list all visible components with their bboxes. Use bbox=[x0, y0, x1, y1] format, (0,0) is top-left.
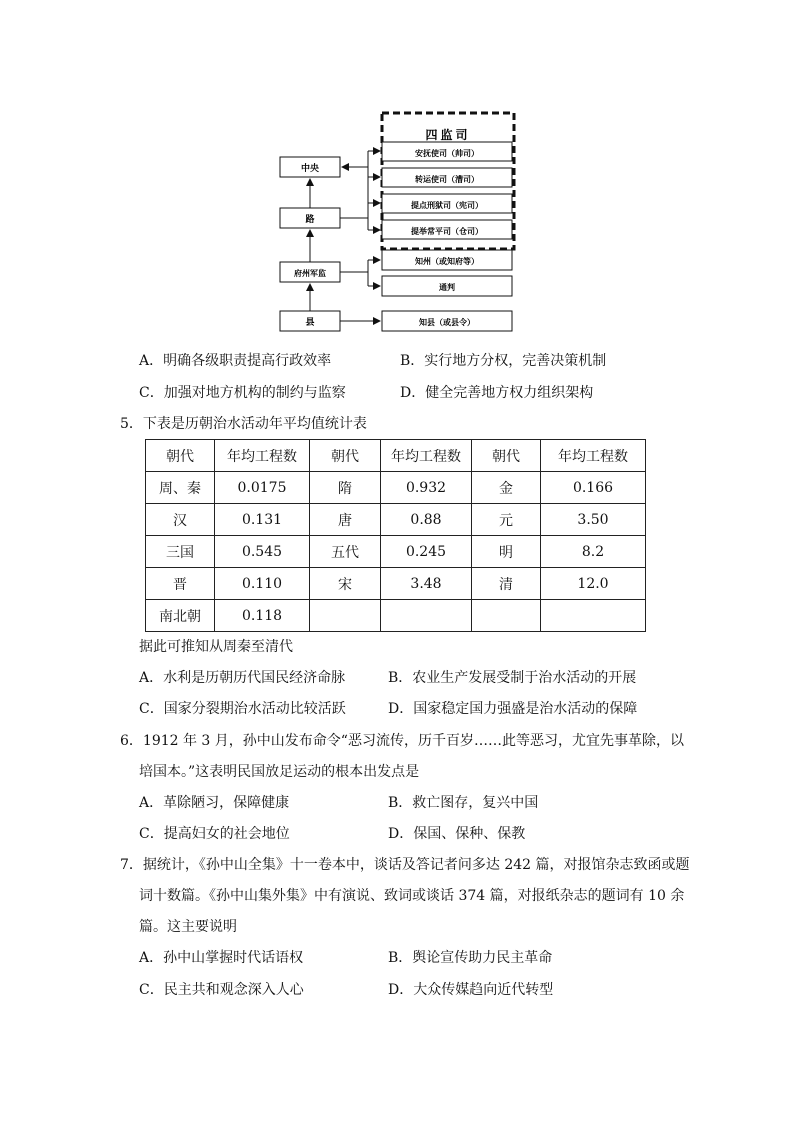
supervisor-box bbox=[382, 142, 512, 161]
table-cell: 0.932 bbox=[381, 472, 472, 504]
q5-stem: 5．下表是历朝治水活动年平均值统计表 bbox=[120, 416, 367, 432]
table-cell: 0.88 bbox=[381, 504, 472, 536]
q4-option-d: D．健全完善地方权力组织架构 bbox=[400, 385, 594, 401]
q4-option-c: C．加强对地方机构的制约与监察 bbox=[139, 385, 346, 401]
prefecture-label: 府州军监 bbox=[294, 269, 326, 278]
table-cell: 8.2 bbox=[541, 536, 646, 568]
q5-option-c: C．国家分裂期治水活动比较活跃 bbox=[139, 701, 346, 717]
table-cell bbox=[381, 600, 472, 632]
q4-option-b: B．实行地方分权，完善决策机制 bbox=[400, 353, 607, 369]
q6-stem-line2: 培国本。”这表明民国放足运动的根本出发点是 bbox=[139, 764, 420, 780]
table-cell: 三国 bbox=[146, 536, 215, 568]
central-label: 中央 bbox=[300, 164, 320, 174]
table-row bbox=[146, 472, 646, 504]
table-cell: 宋 bbox=[310, 568, 381, 600]
q7-stem-line1: 7．据统计，《孙中山全集》十一卷本中，谈话及答记者问多达 242 篇，对报馆杂志致函或题 bbox=[120, 857, 690, 873]
water-works-table bbox=[145, 439, 646, 632]
table-cell: 金 bbox=[472, 472, 541, 504]
q6-option-c: C．提高妇女的社会地位 bbox=[139, 826, 290, 842]
q4-option-a: A．明确各级职责提高行政效率 bbox=[139, 353, 332, 369]
q6-stem-line1: 6．1912 年 3 月，孙中山发布命令“恶习流传，历千百岁……此等恶习，尤宜先事革除，以 bbox=[120, 733, 684, 749]
q5-followup: 据此可推知从周秦至清代 bbox=[139, 639, 293, 655]
q7-stem-line2: 词十数篇。《孙中山集外集》中有演说、致词或谈话 374 篇，对报纸杂志的题词有 10 余 bbox=[139, 888, 685, 904]
table-row bbox=[146, 536, 646, 568]
q7-option-d: D．大众传媒趋向近代转型 bbox=[388, 982, 554, 998]
table-cell: 元 bbox=[472, 504, 541, 536]
table-row bbox=[146, 568, 646, 600]
prefecture-official-label: 通判 bbox=[439, 283, 455, 292]
table-cell: 0.131 bbox=[215, 504, 310, 536]
table-cell: 12.0 bbox=[541, 568, 646, 600]
table-header-cell: 朝代 bbox=[310, 440, 381, 472]
table-cell: 隋 bbox=[310, 472, 381, 504]
prefecture-official-label: 知州（或知府等） bbox=[415, 257, 479, 266]
table-cell: 南北朝 bbox=[146, 600, 215, 632]
table-cell: 晋 bbox=[146, 568, 215, 600]
table-cell: 0.118 bbox=[215, 600, 310, 632]
table-header-row bbox=[146, 440, 646, 472]
table-cell: 汉 bbox=[146, 504, 215, 536]
table-cell: 3.50 bbox=[541, 504, 646, 536]
q7-option-b: B．舆论宣传助力民主革命 bbox=[388, 950, 553, 966]
table-header-cell: 朝代 bbox=[146, 440, 215, 472]
q5-option-a: A．水利是历朝历代国民经济命脉 bbox=[139, 670, 346, 686]
q7-option-a: A．孙中山掌握时代话语权 bbox=[139, 950, 304, 966]
table-row bbox=[146, 600, 646, 632]
route-label: 路 bbox=[305, 215, 315, 225]
q5-option-d: D．国家稳定国力强盛是治水活动的保障 bbox=[388, 701, 638, 717]
table-cell bbox=[541, 600, 646, 632]
table-cell: 0.0175 bbox=[215, 472, 310, 504]
county-label: 县 bbox=[305, 318, 315, 328]
administrative-structure-diagram bbox=[270, 105, 530, 340]
table-cell bbox=[472, 600, 541, 632]
table-cell: 明 bbox=[472, 536, 541, 568]
supervisor-box bbox=[382, 220, 512, 239]
supervisor-label: 提举常平司（仓司） bbox=[411, 227, 483, 236]
supervisor-box bbox=[382, 168, 512, 187]
table-header-cell: 朝代 bbox=[472, 440, 541, 472]
supervisor-label: 安抚使司（帅司） bbox=[415, 149, 479, 158]
supervisor-label: 提点刑狱司（宪司） bbox=[411, 201, 483, 210]
four-supervisors-title: 四监司 bbox=[425, 128, 471, 142]
table-header-cell: 年均工程数 bbox=[215, 440, 310, 472]
q6-option-b: B．救亡图存，复兴中国 bbox=[388, 795, 539, 811]
table-header-cell: 年均工程数 bbox=[381, 440, 472, 472]
table-cell: 0.166 bbox=[541, 472, 646, 504]
table-cell: 唐 bbox=[310, 504, 381, 536]
table-cell: 清 bbox=[472, 568, 541, 600]
table-header-cell: 年均工程数 bbox=[541, 440, 646, 472]
table-cell: 3.48 bbox=[381, 568, 472, 600]
q7-option-c: C．民主共和观念深入人心 bbox=[139, 982, 304, 998]
table-cell: 0.545 bbox=[215, 536, 310, 568]
q6-option-d: D．保国、保种、保教 bbox=[388, 826, 526, 842]
q7-stem-line3: 篇。这主要说明 bbox=[139, 919, 237, 935]
supervisor-box bbox=[382, 194, 512, 213]
supervisor-label: 转运使司（漕司） bbox=[415, 175, 479, 184]
table-cell: 0.110 bbox=[215, 568, 310, 600]
table-cell: 周、秦 bbox=[146, 472, 215, 504]
table-cell bbox=[310, 600, 381, 632]
county-official-label: 知县（或县令） bbox=[419, 318, 475, 327]
q6-option-a: A．革除陋习，保障健康 bbox=[139, 795, 290, 811]
q5-option-b: B．农业生产发展受制于治水活动的开展 bbox=[388, 670, 637, 686]
table-cell: 五代 bbox=[310, 536, 381, 568]
table-row bbox=[146, 504, 646, 536]
table-cell: 0.245 bbox=[381, 536, 472, 568]
